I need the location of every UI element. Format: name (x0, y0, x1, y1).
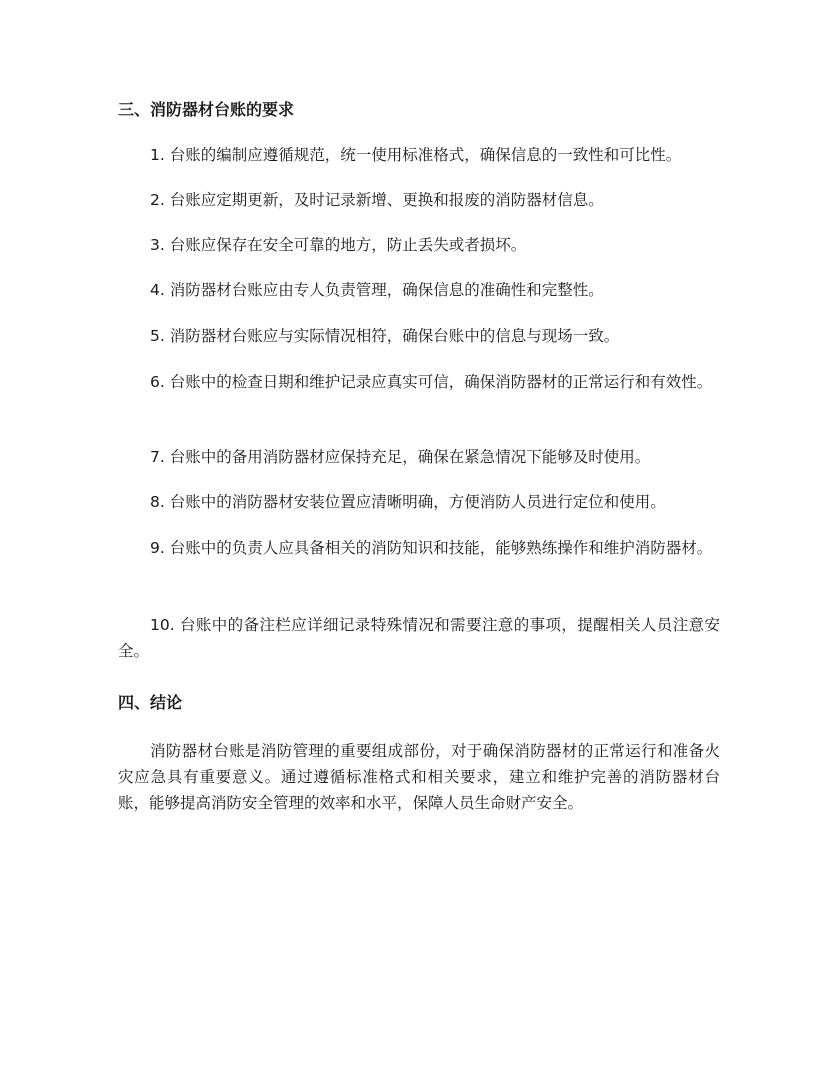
list-item: 5. 消防器材台账应与实际情况相符，确保台账中的信息与现场一致。 (150, 327, 620, 345)
section-heading-conclusion: 四、结论 (118, 693, 183, 712)
list-item: 8. 台账中的消防器材安装位置应清晰明确，方便消防人员进行定位和使用。 (150, 493, 666, 511)
list-item: 4. 消防器材台账应由专人负责管理，确保信息的准确性和完整性。 (150, 281, 604, 299)
list-item: 1. 台账的编制应遵循规范，统一使用标准格式，确保信息的一致性和可比性。 (150, 146, 682, 164)
list-item: 3. 台账应保存在安全可靠的地方，防止丢失或者损坏。 (150, 236, 527, 254)
list-item: 2. 台账应定期更新，及时记录新增、更换和报废的消防器材信息。 (150, 191, 604, 209)
conclusion-paragraph: 消防器材台账是消防管理的重要组成部份，对于确保消防器材的正常运行和准备火灾应急具有重要意义。通过遵循标准格式和相关要求，建立和维护完善的消防器材台账，能够提高消防安全管理的效率和水平，保障人员生命财产安全。 (118, 742, 720, 812)
list-item: 6. 台账中的检查日期和维护记录应真实可信，确保消防器材的正常运行和有效性。 (150, 373, 713, 391)
list-item: 7. 台账中的备用消防器材应保持充足，确保在紧急情况下能够及时使用。 (150, 448, 651, 466)
list-item: 10. 台账中的备注栏应详细记录特殊情况和需要注意的事项，提醒相关人员注意安全。 (118, 616, 720, 660)
list-item: 9. 台账中的负责人应具备相关的消防知识和技能，能够熟练操作和维护消防器材。 (150, 539, 713, 557)
section-heading-requirements: 三、消防器材台账的要求 (118, 100, 295, 119)
